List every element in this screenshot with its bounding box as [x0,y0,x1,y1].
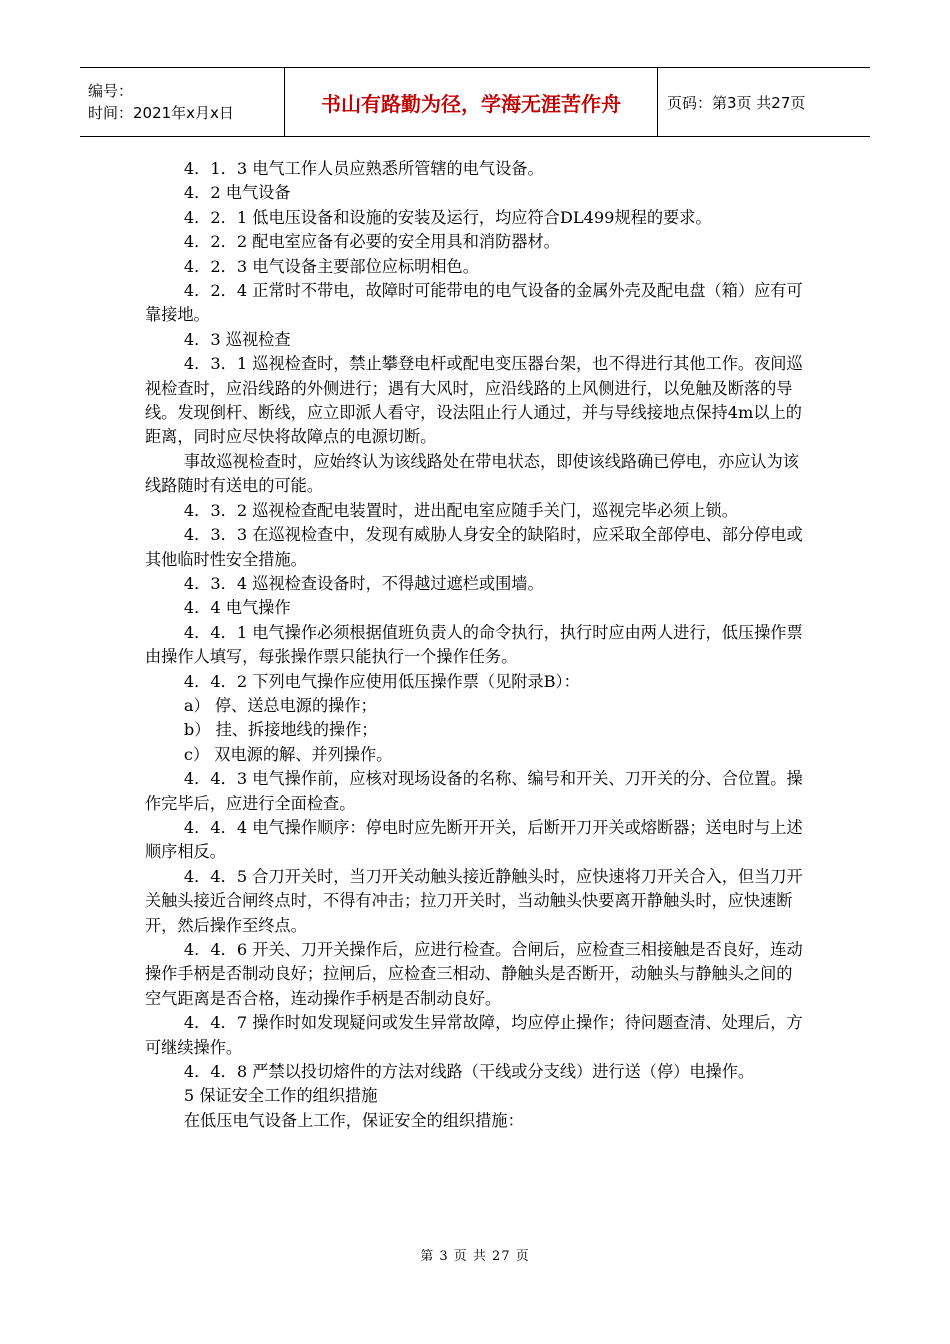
paragraph: 4．4．2 下列电气操作应使用低压操作票（见附录B）： [183,671,580,691]
page-footer [0,1245,950,1264]
list-item: b） 挂、拆接地线的操作； [183,720,378,740]
motto-text: 书山有路勤为径，学海无涯苦作舟 [321,91,621,116]
paragraph: 4．4．3 电气操作前，应核对现场设备的名称、编号和开关、刀开关的分、合位置。操作完毕后，应进行全面检查。 [145,769,803,813]
paragraph: 4．2．2 配电室应备有必要的安全用具和消防器材。 [183,232,560,252]
paragraph: 4．2．4 正常时不带电，故障时可能带电的电气设备的金属外壳及配电盘（箱）应有可靠接地。 [145,281,803,325]
section-heading: 5 保证安全工作的组织措施 [183,1086,378,1106]
page-info-text: 页码：第3页 共27页 [667,93,806,112]
footer-page-number: 第 3 页 共 27 页 [420,1249,530,1264]
paragraph: 4．2．1 低电压设备和设施的安装及运行，均应符合DL499规程的要求。 [183,207,712,227]
document-body [145,157,805,1133]
paragraph: 在低压电气设备上工作，保证安全的组织措施： [183,1110,524,1130]
paragraph: 4．4．1 电气操作必须根据值班负责人的命令执行，执行时应由两人进行，低压操作票由操作人填写，每张操作票只能执行一个操作任务。 [145,622,803,667]
section-heading: 4．2 电气设备 [183,183,291,203]
header-meta [80,68,285,136]
header-page-info [658,68,870,136]
paragraph: 4．4．8 严禁以投切熔件的方法对线路（干线或分支线）进行送（停）电操作。 [183,1062,755,1082]
paragraph: 4．4．6 开关、刀开关操作后，应进行检查。合闸后，应检查三相接触是否良好，连动操作手柄是否制动良好；拉闸后，应检查三相动、静触头是否断开，动触头与静触头之间的空气距离是否合格，连动操作手柄是否制动良好。 [145,940,803,1008]
document-number: 编号： [88,82,134,100]
paragraph: 4．3．3 在巡视检查中，发现有威胁人身安全的缺陷时，应采取全部停电、部分停电或其他临时性安全措施。 [145,525,803,569]
paragraph: 4．3．4 巡视检查设备时，不得越过遮栏或围墙。 [183,573,544,593]
list-item: c） 双电源的解、并列操作。 [183,744,393,764]
list-item: a） 停、送总电源的操作； [183,695,377,715]
section-heading: 4．3 巡视检查 [183,329,291,349]
paragraph: 4．2．3 电气设备主要部位应标明相色。 [183,256,479,276]
paragraph: 4．4．4 电气操作顺序：停电时应先断开开关，后断开刀开关或熔断器；送电时与上述顺序相反。 [145,817,803,862]
paragraph: 4．3．1 巡视检查时，禁止攀登电杆或配电变压器台架，也不得进行其他工作。夜间巡视检查时，应沿线路的外侧进行；遇有大风时，应沿线路的上风侧进行，以免触及断落的导线。发现倒杆、断线，应立即派人看守，设法阻止行人通过，并与导线接地点保持4m以上的距离，同时应尽快将故障点的电源切断。 [145,354,803,447]
paragraph: 事故巡视检查时，应始终认为该线路处在带电状态，即使该线路确已停电，亦应认为该线路随时有送电的可能。 [145,451,799,496]
paragraph: 4．1．3 电气工作人员应熟悉所管辖的电气设备。 [183,159,544,178]
header-motto [285,68,658,136]
document-time: 时间：2021年x月x日 [88,104,234,122]
page-header [80,67,870,137]
section-heading: 4．4 电气操作 [183,598,291,618]
paragraph: 4．4．5 合刀开关时，当刀开关动触头接近静触头时，应快速将刀开关合入，但当刀开关触头接近合闸终点时，不得有冲击；拉刀开关时，当动触头快要离开静触头时，应快速断开，然后操作至终点。 [145,866,803,935]
paragraph: 4．4．7 操作时如发现疑问或发生异常故障，均应停止操作；待问题查清、处理后，方可继续操作。 [145,1013,803,1057]
paragraph: 4．3．2 巡视检查配电装置时，进出配电室应随手关门，巡视完毕必须上锁。 [183,500,738,520]
